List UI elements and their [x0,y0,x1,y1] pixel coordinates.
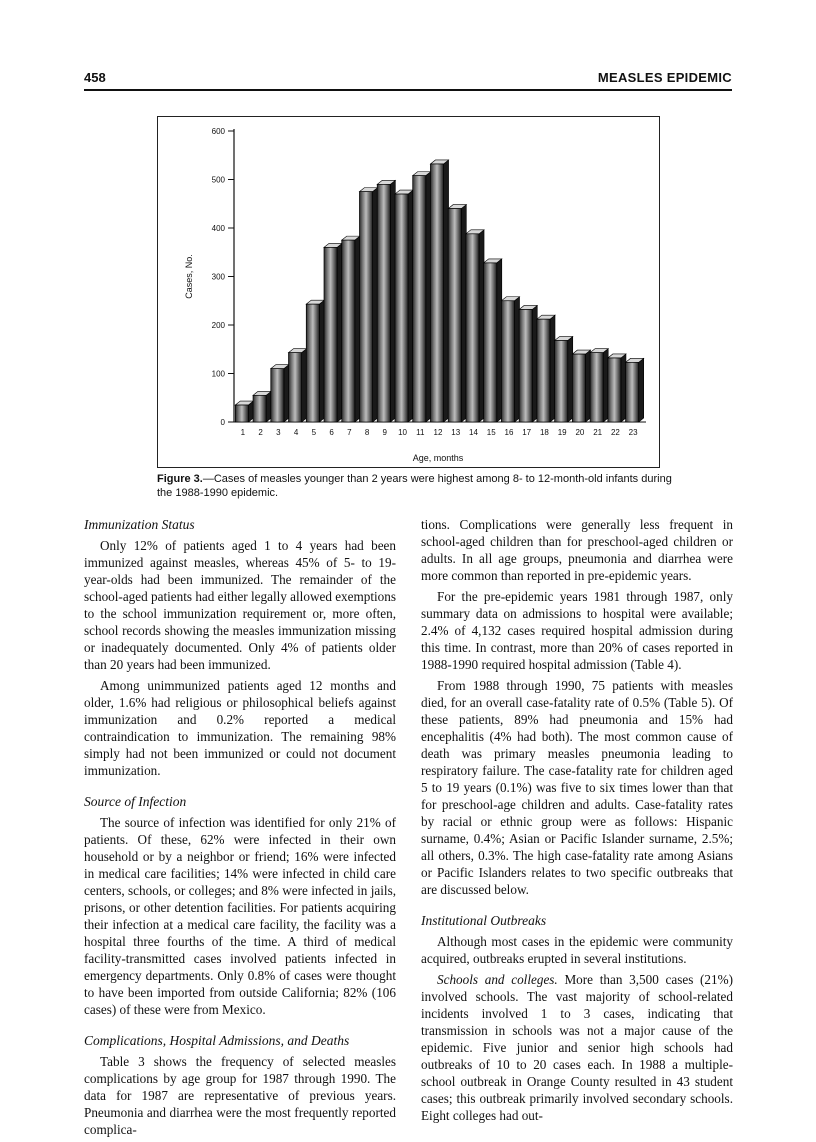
y-tick-label: 0 [220,418,225,427]
bar [537,319,550,422]
paragraph: Among unimmunized patients aged 12 months and older, 1.6% had religious or philosophical beliefs against immunization and 0.2% reported a medical contraindication to immunization. The remaining 98% simply had not been immunized or could not document immunization. [84,678,396,778]
bar [342,240,355,422]
figure-caption [157,472,677,500]
paragraph: From 1988 through 1990, 75 patients with measles died, for an overall case-fatality rate of 0.5% (Table 5). Of these patients, 89% had pneumonia and 15% had encephalitis (4% had both). The most common cause of death was primary measles pneumonia leading to respiratory failure. The case-fatality rate for children aged 5 to 19 years (0.1%) was five to six times lower than that for preschool-age children and adults. Case-fatality rates by racial or ethnic group were as follows: Hispanic surname, 0.4%; Asian or Pacific Islander surname, 2.5%; all others, 0.3%. The high case-fatality rate among Asians or Pacific Islanders relates to two specific outbreaks that are discussed below. [421,678,733,897]
bar [395,194,408,422]
heading-immunization-status: Immunization Status [84,517,195,532]
bar [448,209,461,422]
x-tick-label: 2 [258,428,263,437]
bar [572,354,585,422]
x-tick-label: 23 [628,428,638,437]
x-tick-label: 20 [575,428,585,437]
header-rule [84,89,732,91]
x-tick-label: 11 [416,428,425,437]
bar-side [319,300,324,422]
x-tick-label: 12 [433,428,443,437]
bar-side [461,205,466,422]
bar-side [284,365,289,422]
bar [590,353,603,422]
heading-complications: Complications, Hospital Admissions, and Deaths [84,1033,350,1048]
x-tick-label: 17 [522,428,532,437]
x-axis-label: Age, months [412,453,464,463]
bar-side [408,190,413,422]
heading-source-of-infection: Source of Infection [84,794,187,809]
bar [289,353,302,422]
bar [484,263,497,422]
bar-side [444,160,449,422]
bar-side [426,172,431,422]
x-tick-label: 8 [364,428,370,437]
bar-side [497,259,502,422]
bar-side [266,391,271,422]
bar [430,164,443,422]
bar [626,362,639,422]
paragraph: Table 3 shows the frequency of selected measles complications by age group for 1987 through 1990. The data for 1987 are representative of previous years. Pneumonia and diarrhea were the most frequently reported complica- [84,1054,396,1137]
x-tick-label: 18 [539,428,549,437]
x-tick-label: 5 [311,428,317,437]
y-tick-label: 500 [211,175,225,185]
bar-side [550,315,555,422]
bar [324,247,337,422]
x-tick-label: 15 [486,428,496,437]
page-number: 458 [84,70,106,85]
chart-bars [235,160,643,422]
paragraph: tions. Complications were generally less frequent in school-aged children than for preschool-aged children or adults. In all age groups, pneumonia and diarrhea were more common than reported in pre-epidemic years. [421,517,733,583]
left-column [84,516,396,1142]
y-tick-label: 400 [211,224,225,233]
bar [555,341,568,422]
bar-side [390,180,395,422]
bar [501,301,514,422]
y-axis-label: Cases, No. [184,254,194,299]
paragraph: The source of infection was identified for only 21% of patients. Of these, 62% were infected in their own household or by a neighbor or friend; 16% were infected in medical care facilities; 14% were infected in child care centers, schools, or colleges; and 8% were infected in jails, prisons, or other detention facilities. For patients acquiring their infection at a medical care facility, the facility was a hospital three fourths of the time. A third of medical facility-transmitted cases involved patients infected in emergency departments. Only 0.8% of cases were thought to have been imported from outside California; 82% (106 cases) of these were from Mexico. [84,815,396,1017]
bar [413,176,426,422]
x-tick-label: 16 [504,428,514,437]
x-tick-label: 22 [610,428,620,437]
bar [519,309,532,422]
y-tick-label: 200 [211,321,225,330]
x-tick-label: 4 [293,428,299,437]
bar [608,358,621,422]
paragraph: Only 12% of patients aged 1 to 4 years had been immunized against measles, whereas 45% of 5- to 19-year-olds had been immunized. The remainder of the school-aged patients had either legally allowed exemptions to the school immunization requirement or, more often, school records showing the measles immunization missing or inadequately documented. Only 4% of patients older than 20 years had been immunized. [84,538,397,672]
x-tick-label: 7 [347,428,352,437]
right-column [421,516,733,1128]
bar-side [302,349,307,422]
paragraph-text: More than 3,500 cases (21%) involved schools. The vast majority of school-related incidents involved 1 to 3 cases, indicating that transmission in schools was not a major cause of the epidemic. Five junior and senior high schools had outbreaks of 10 to 20 cases each. In 1988 a multiple-school outbreak in Orange County resulted in 43 student cases; this outbreak primarily involved secondary schools. Eight colleges had out- [421,972,733,1123]
bar-side [373,188,378,422]
bar [235,405,248,422]
heading-institutional-outbreaks: Institutional Outbreaks [421,913,547,928]
x-tick-label: 1 [240,428,246,437]
paragraph: Although most cases in the epidemic were community acquired, outbreaks erupted in several institutions. [421,934,733,966]
x-tick-label: 3 [276,428,281,437]
y-tick-label: 600 [211,127,225,136]
bar-side [479,230,484,422]
page-header [84,70,732,90]
paragraph [421,971,733,1124]
bar [377,184,390,422]
x-tick-label: 14 [469,428,478,437]
x-tick-label: 9 [382,428,388,437]
bar-side [337,243,342,422]
caption-text: —Cases of measles younger than 2 years were highest among 8- to 12-month-old infants during the 1988-1990 epidemic. [157,473,672,499]
bar-side [639,358,644,422]
bar-side [568,337,573,422]
running-title: MEASLES EPIDEMIC [597,70,732,85]
y-tick-label: 100 [211,369,225,379]
run-in-heading: Schools and colleges. [437,972,558,987]
bar-side [515,297,520,422]
caption-label: Figure 3. [157,473,203,485]
bar [359,192,372,422]
bar-side [603,349,608,422]
figure-3 [157,116,660,468]
bar [271,369,284,422]
bar-side [355,236,360,422]
bar [253,395,266,422]
bar [466,234,479,422]
bar-side [621,354,626,422]
y-tick-label: 300 [211,272,225,282]
bar [306,304,319,422]
bar-chart [158,117,661,469]
x-tick-label: 13 [451,428,461,437]
paragraph: For the pre-epidemic years 1981 through 1987, only summary data on admissions to hospital were available; 2.4% of 4,132 cases required hospital admission during this time. In contrast, more than 20% of cases reported in 1988-1990 required hospital admission (Table 4). [421,589,733,672]
x-tick-label: 10 [398,428,407,437]
bar-side [585,350,590,422]
x-tick-label: 19 [557,428,567,437]
x-tick-label: 6 [329,428,334,437]
x-tick-label: 21 [593,428,603,437]
bar-side [532,305,537,422]
